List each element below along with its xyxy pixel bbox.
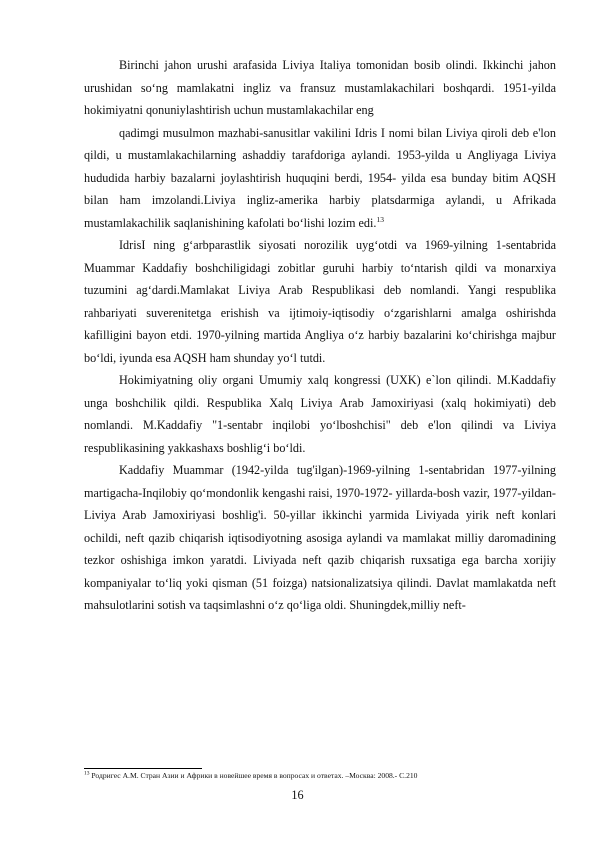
footnote-marker: 13	[84, 770, 90, 777]
paragraph-2	[84, 122, 556, 235]
page-number: 16	[291, 788, 304, 802]
paragraph-1	[84, 54, 556, 122]
paragraph-5-text: Kaddafiy Muammar (1942-yilda tug'ilgan)-1969-yilning 1-sentabridan 1977-yilning martigacha-Inqilobiy qo‘mondonlik kengashi raisi, 1970-1972- yillarda-bosh vazir, 1977-yildan-Liviya Arab Jamoxiriyasi boshlig'i. 50-yillar ikkinchi yarmida Liviyada yirik neft konlari ochildi, neft qazib chiqarish iqtisodiyotning asosiga aylandi va mamlakat milliy daromadining tezkor oshishiga imkon yaratdi. Liviyada neft qazib chiqarish ruxsatiga ega barcha xorijiy kompaniyalar to‘liq yoki qisman (51 foizga) natsionalizatsiya qilindi. Davlat mamlakatda neft mahsulotlarini sotish va taqsimlashni o‘z qo‘liga oldi. Shuningdek,milliy neft-	[84, 463, 556, 612]
body-text	[84, 54, 556, 617]
paragraph-3	[84, 234, 556, 369]
paragraph-2-text: qadimgi musulmon mazhabi-sanusitlar vakilini Idris I nomi bilan Liviya qiroli deb e'lon qildi, u mustamlakachilarning ashaddiy tarafdoriga aylandi. 1953-yilda u Angliyaga Liviya hududida harbiy bazalarni joylashtirish huquqini berdi, 1954- yilda esa bunday bitim AQSH bilan ham imzolandi.Liviya ingliz-amerika harbiy platsdarmiga aylandi, u Afrikada mustamlakachilik saqlanishining kafolati bo‘lishi lozim edi.	[84, 125, 556, 230]
paragraph-4	[84, 369, 556, 459]
paragraph-5	[84, 459, 556, 617]
footnote	[84, 771, 556, 781]
footnote-separator	[84, 768, 202, 769]
paragraph-1-text: Birinchi jahon urushi arafasida Liviya Italiya tomonidan bosib olindi. Ikkinchi jahon urushidan so‘ng mamlakatni ingliz va fransuz mustamlakachilari boshqardi. 1951-yilda hokimiyatni qonuniylashtirish uchun mustamlakachilar eng	[84, 58, 556, 117]
paragraph-4-text: Hokimiyatning oliy organi Umumiy xalq kongressi (UXK) e`lon qilindi. M.Kaddafiy unga boshchilik qildi. Respublika Xalq Liviya Arab Jamoxiriyasi (xalq hokimiyati) deb nomlandi. M.Kaddafiy "1-sentabr inqilobi yo‘lboshchisi" deb e'lon qilindi va Liviya respublikasining yakkashaxs boshlig‘i bo‘ldi.	[84, 373, 556, 455]
paragraph-3-text: IdrisI ning g‘arbparastlik siyosati norozilik uyg‘otdi va 1969-yilning 1-sentabrida Muammar Kaddafiy boshchiligidagi zobitlar guruhi harbiy to‘ntarish qildi va monarxiya tuzumini ag‘dardi.Mamlakat Liviya Arab Respublikasi deb nomlandi. Yangi respublika rahbariyati suverenitetga erishish va ijtimoiy-iqtisodiy o‘zgarishlarni amalga oshirishda kafilligini bayon etdi. 1970-yilning martida Angliya o‘z harbiy bazalarini ko‘chirishga majbur bo‘ldi, iyunda esa AQSH ham shunday yo‘l tutdi.	[84, 238, 556, 365]
footnote-reference[interactable]: 13	[376, 214, 384, 224]
footnote-text: Родригес А.М. Стран Азии и Африки в новейшее время в вопросах и ответах. –Москва: 2008.- С.210	[89, 771, 418, 780]
